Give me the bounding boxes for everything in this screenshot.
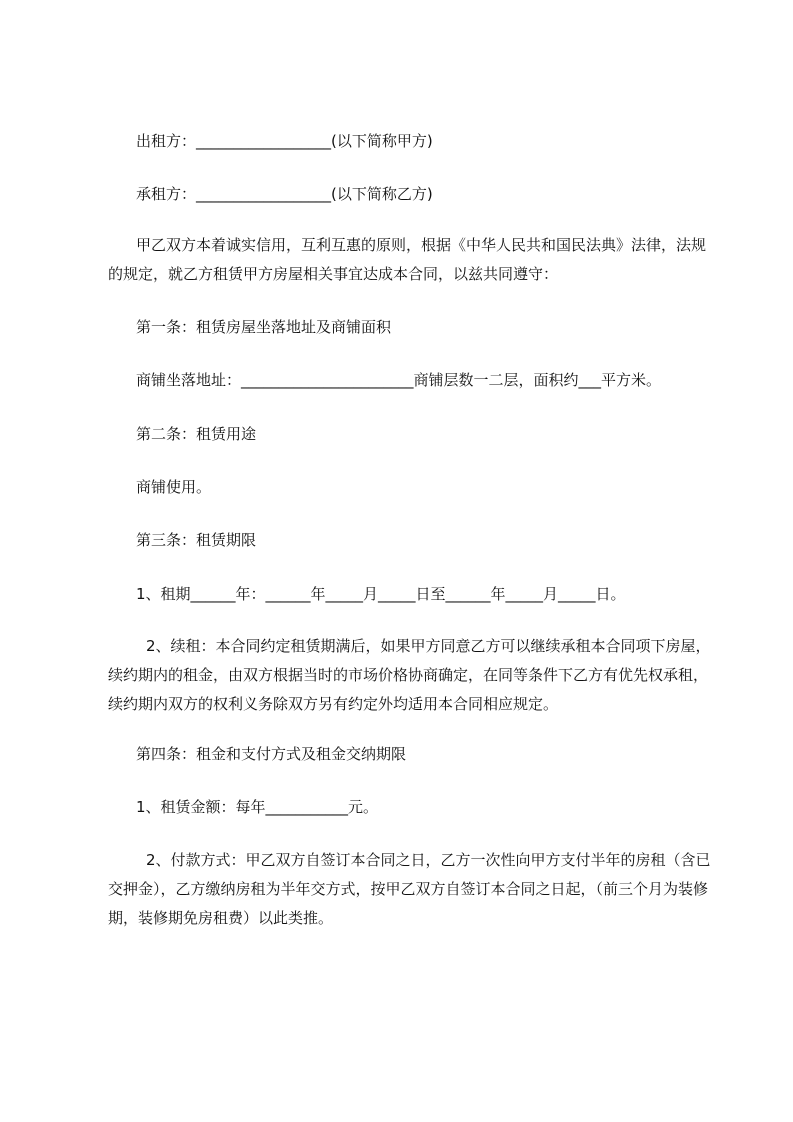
article1-title: 第一条：租赁房屋坐落地址及商铺面积	[136, 318, 392, 336]
article2-title: 第二条：租赁用途	[136, 425, 257, 443]
article4-item2: 2、付款方式：甲乙双方自签订本合同之日，乙方一次性向甲方支付半年的房租（含已交押金），乙方缴纳房租为半年交方式，按甲乙双方自签订本合同之日起，（前三个月为装修期，装修期免房租费）以此类推。	[108, 851, 711, 927]
article3-title: 第三条：租赁期限	[136, 531, 257, 549]
article2-content: 商铺使用。	[136, 478, 212, 496]
article4-item1: 1、租赁金额：每年___________元。	[136, 798, 379, 816]
lessor-line: 出租方：__________________(以下简称甲方)	[136, 132, 433, 150]
article4-title: 第四条：租金和支付方式及租金交纳期限	[136, 745, 407, 763]
article1-content: 商铺坐落地址：_______________________商铺层数一二层，面积约___平方米。	[136, 371, 662, 389]
intro-paragraph: 甲乙双方本着诚实信用，互利互惠的原则，根据《中华人民共和国民法典》法律，法规的规定，就乙方租赁甲方房屋相关事宜达成本合同，以兹共同遵守：	[108, 236, 707, 283]
lessee-line: 承租方：__________________(以下简称乙方)	[136, 185, 433, 203]
article3-item2: 2、续租：本合同约定租赁期满后，如果甲方同意乙方可以继续承租本合同项下房屋，续约期内的租金，由双方根据当时的市场价格协商确定，在同等条件下乙方有优先权承租，续约期内双方的权利义务除双方另有约定外均适用本合同相应规定。	[108, 637, 711, 713]
article3-item1: 1、租期______年：______年_____月_____日至______年_____月_____日。	[136, 585, 626, 603]
